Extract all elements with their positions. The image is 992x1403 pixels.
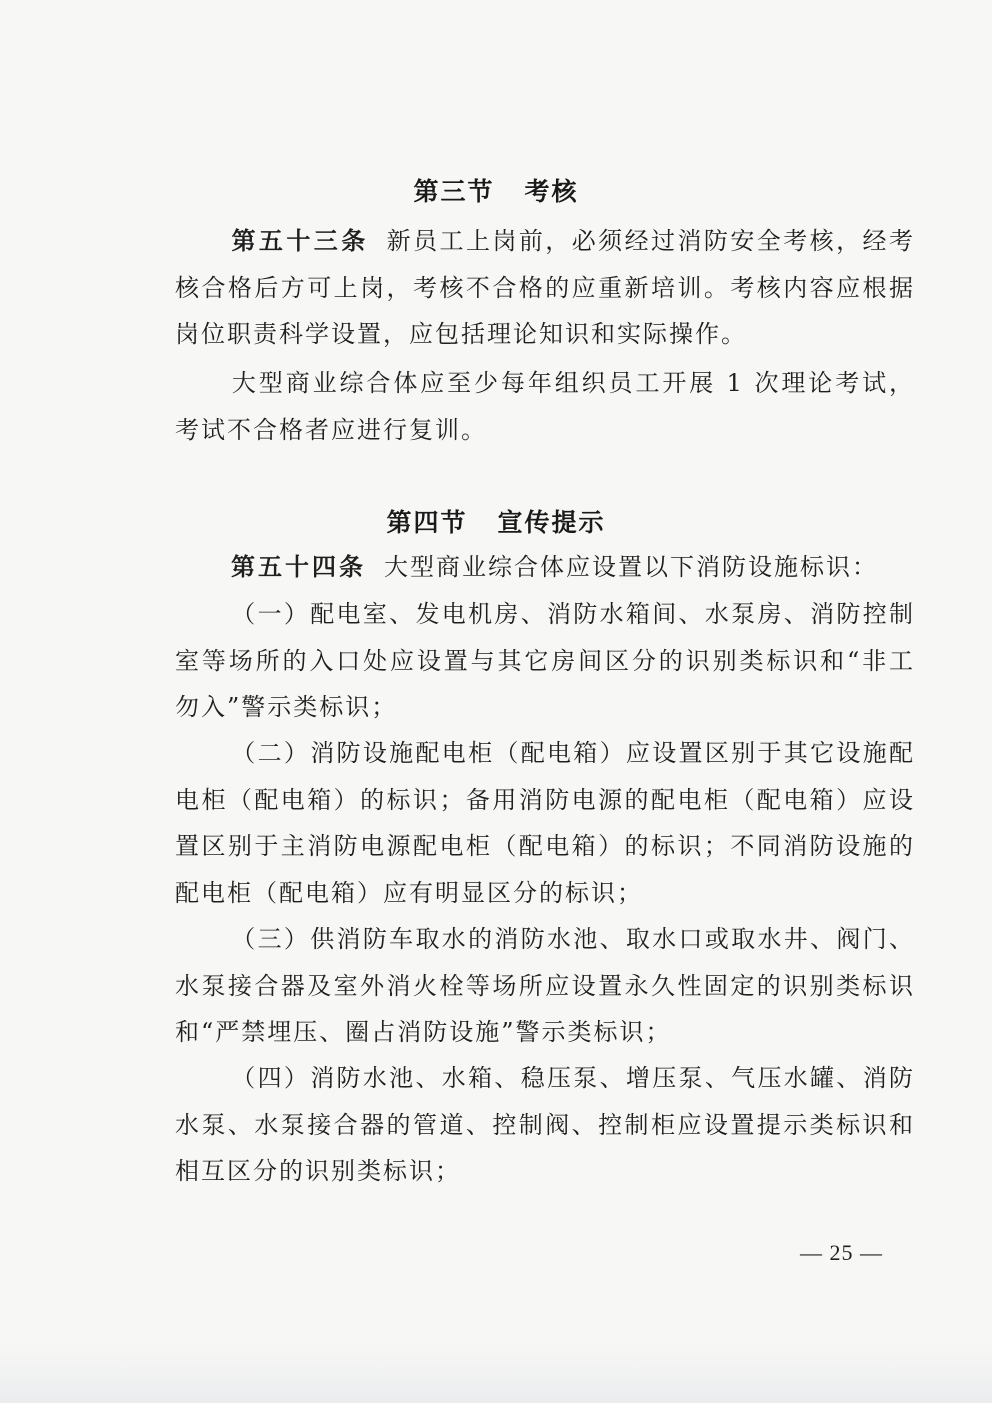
section-label: 第四节 (386, 508, 468, 537)
list-item-3 (175, 916, 915, 1056)
page-number: — 25 — (800, 1240, 883, 1265)
list-item-2 (175, 730, 915, 916)
article-label: 第五十三条 (231, 227, 369, 255)
scan-edge (0, 1343, 992, 1403)
list-item-4 (175, 1055, 915, 1195)
list-item-text: （二）消防设施配电柜（配电箱）应设置区别于其它设施配电柜（配电箱）的标识；备用消防电源的配电柜（配电箱）应设置区别于主消防电源配电柜（配电箱）的标识；不同消防设施的配电柜（配电箱）应有明显区分的标识； (175, 739, 915, 907)
article-53 (175, 218, 915, 358)
list-item-1 (175, 591, 915, 731)
article-text: 新员工上岗前，必须经过消防安全考核，经考核合格后方可上岗，考核不合格的应重新培训。考核内容应根据岗位职责科学设置，应包括理论知识和实际操作。 (175, 227, 915, 348)
section-title: 宣传提示 (497, 508, 606, 537)
list-item-text: （一）配电室、发电机房、消防水箱间、水泵房、消防控制室等场所的入口处应设置与其它房间区分的识别类标识和“非工勿入”警示类标识； (175, 600, 915, 721)
section-title: 考核 (524, 177, 579, 206)
article-53-paragraph-2 (175, 360, 915, 453)
article-label: 第五十四条 (231, 553, 366, 581)
section-heading-4 (0, 503, 992, 539)
section-label: 第三节 (413, 177, 495, 206)
list-item-text: （三）供消防车取水的消防水池、取水口或取水井、阀门、水泵接合器及室外消火栓等场所应设置永久性固定的识别类标识和“严禁埋压、圈占消防设施”警示类标识； (175, 925, 915, 1046)
list-item-text: （四）消防水池、水箱、稳压泵、增压泵、气压水罐、消防水泵、水泵接合器的管道、控制阀、控制柜应设置提示类标识和相互区分的识别类标识； (175, 1064, 915, 1185)
article-text: 大型商业综合体应设置以下消防设施标识： (384, 553, 878, 581)
paragraph-text: 大型商业综合体应至少每年组织员工开展 1 次理论考试，考试不合格者应进行复训。 (175, 369, 915, 444)
article-54 (175, 544, 915, 591)
section-heading-3 (0, 172, 992, 208)
